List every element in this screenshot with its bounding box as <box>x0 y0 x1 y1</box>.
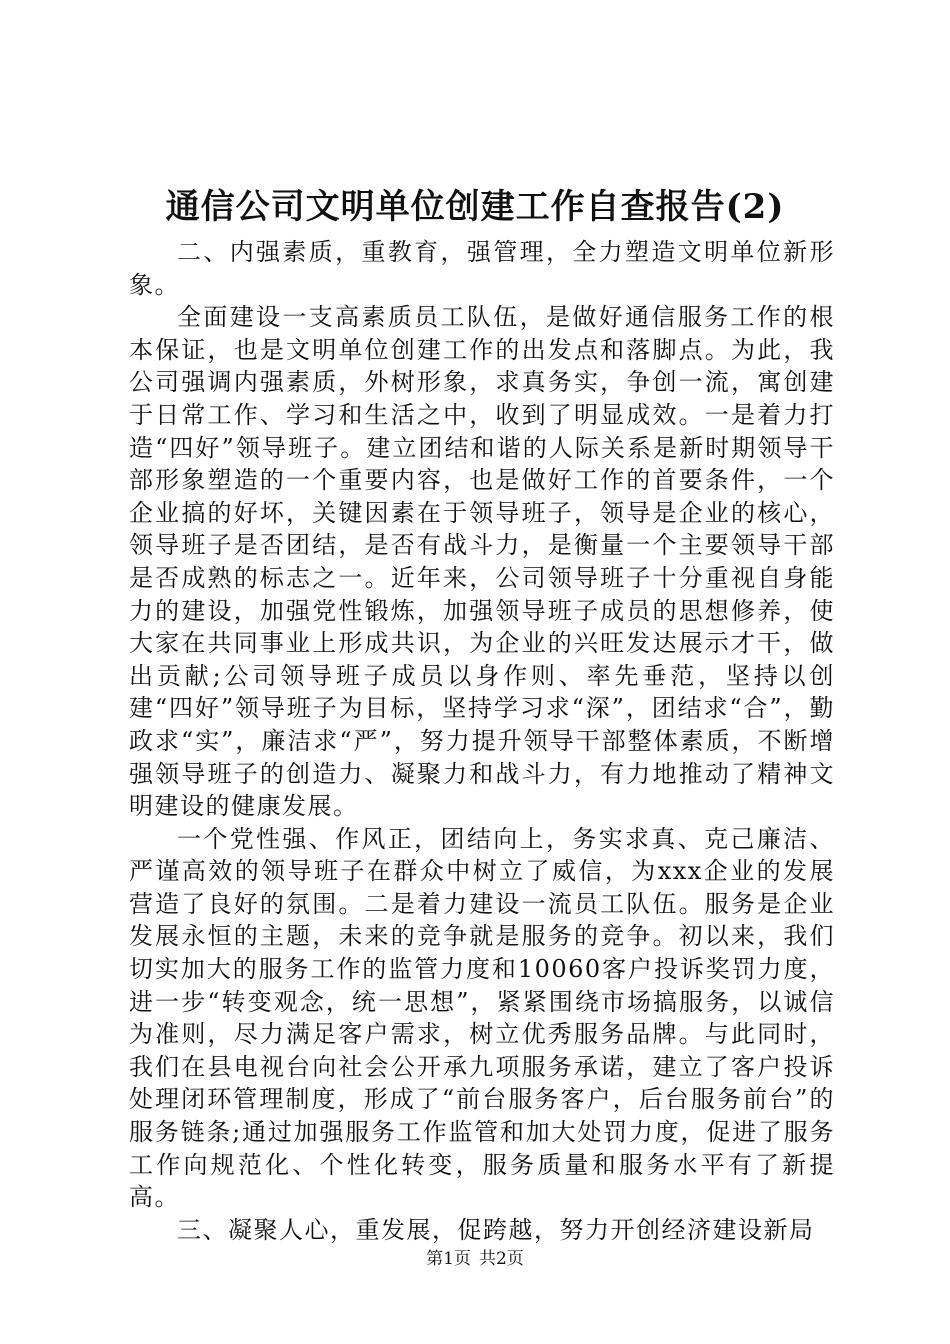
page-number: 第1页 <box>426 1249 471 1269</box>
page-footer <box>0 1248 950 1270</box>
paragraph: 三、凝聚人心，重发展，促跨越，努力开创经济建设新局 <box>177 1215 815 1244</box>
page-total: 共2页 <box>479 1249 524 1269</box>
paragraph: 二、内强素质，重教育，强管理，全力塑造文明单位新形象。 <box>129 238 835 299</box>
document-title: 通信公司文明单位创建工作自查报告(2) <box>165 187 785 227</box>
document-body <box>129 236 835 1246</box>
paragraph: 全面建设一支高素质员工队伍，是做好通信服务工作的根本保证，也是文明单位创建工作的出发点和落脚点。为此，我公司强调内强素质，外树形象，求真务实，争创一流，寓创建于日常工作、学习和生活之中，收到了明显成效。一是着力打造“四好”领导班子。建立团结和谐的人际关系是新时期领导干部形象塑造的一个重要内容，也是做好工作的首要条件，一个企业搞的好坏，关键因素在于领导班子，领导是企业的核心，领导班子是否团结，是否有战斗力，是衡量一个主要领导干部是否成熟的标志之一。近年来，公司领导班子十分重视自身能力的建设，加强党性锻炼，加强领导班子成员的思想修养，使大家在共同事业上形成共识，为企业的兴旺发达展示才干，做出贡献;公司领导班子成员以身作则、率先垂范，坚持以创建“四好”领导班子为目标，坚持学习求“深”，团结求“合”，勤政求“实”，廉洁求“严”，努力提升领导干部整体素质，不断增强领导班子的创造力、凝聚力和战斗力，有力地推动了精神文明建设的健康发展。 <box>129 303 835 821</box>
paragraph: 一个党性强、作风正，团结向上，务实求真、克己廉洁、严谨高效的领导班子在群众中树立了威信，为xxx企业的发展营造了良好的氛围。二是着力建设一流员工队伍。服务是企业发展永恒的主题，未来的竞争就是服务的竞争。初以来，我们切实加大的服务工作的监管力度和10060客户投诉奖罚力度，进一步“转变观念，统一思想”，紧紧围绕市场搞服务，以诚信为准则，尽力满足客户需求，树立优秀服务品牌。与此同时，我们在县电视台向社会公开承九项服务承诺，建立了客户投诉处理闭环管理制度，形成了“前台服务客户，后台服务前台”的服务链条;通过加强服务工作监管和加大处罚力度，促进了服务工作向规范化、个性化转变，服务质量和服务水平有了新提高。 <box>129 824 835 1212</box>
